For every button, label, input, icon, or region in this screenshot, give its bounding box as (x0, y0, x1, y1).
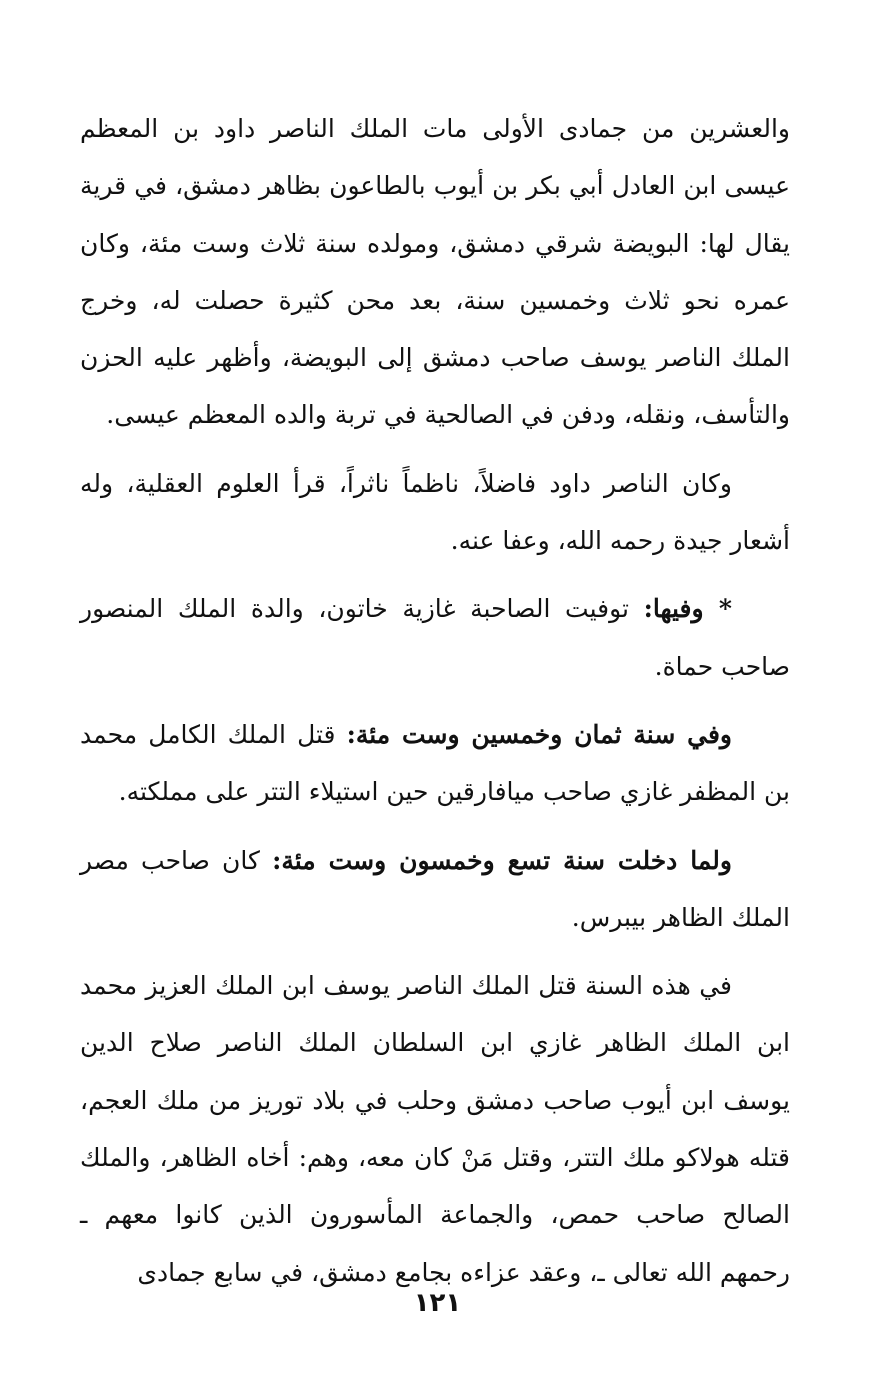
page-number: ١٢١ (413, 1288, 462, 1318)
paragraph-3-heading: * وفيها: (643, 594, 732, 624)
paragraph-3 (80, 580, 790, 695)
paragraph-5-text: كان صاحب مصر الملك الظاهر بيبرس. (80, 845, 790, 932)
paragraph-3-text: توفيت الصاحبة غازية خاتون، والدة الملك المنصور صاحب حماة. (80, 594, 790, 681)
paragraph-2: وكان الناصر داود فاضلاً، ناظماً ناثراً، قرأ العلوم العقلية، وله أشعار جيدة رحمه الله، وعفا عنه. (80, 468, 790, 556)
paragraph-4 (80, 706, 790, 821)
paragraph-4-text: قتل الملك الكامل محمد بن المظفر غازي صاحب ميافارقين حين استيلاء التتر على مملكته. (80, 719, 790, 807)
paragraph-4-heading: وفي سنة ثمان وخمسين وست مئة: (346, 719, 732, 749)
paragraph-1: والعشرين من جمادى الأولى مات الملك الناصر داود بن المعظم عيسى ابن العادل أبي بكر بن أيوب بالطاعون بظاهر دمشق، في قرية يقال لها: البويضة شرقي دمشق، ومولده سنة ثلاث وست مئة، وكان عمره نحو ثلاث وخمسين سنة، بعد محن كثيرة حصلت له، وخرج الملك الناصر يوسف صاحب دمشق إلى البويضة، وأظهر عليه الحزن والتأسف، ونقله، ودفن في الصالحية في تربة والده المعظم عيسى. (80, 114, 790, 430)
paragraph-6: في هذه السنة قتل الملك الناصر يوسف ابن الملك العزيز محمد ابن الملك الظاهر غازي ابن السلطان الملك الناصر صلاح الدين يوسف ابن أيوب صاحب دمشق وحلب في بلاد توريز من ملك العجم، قتله هولاكو ملك التتر، وقتل مَنْ كان معه، وهم: أخاه الظاهر، والملك الصالح صاحب حمص، والجماعة المأسورون الذين كانوا معهم ـ رحمهم الله تعالى ـ، وعقد عزاءه بجامع دمشق، في سابع جمادى (80, 971, 790, 1287)
paragraph-5-heading: ولما دخلت سنة تسع وخمسون وست مئة: (272, 845, 732, 875)
page-body (80, 100, 790, 1312)
paragraph-5 (80, 832, 790, 947)
